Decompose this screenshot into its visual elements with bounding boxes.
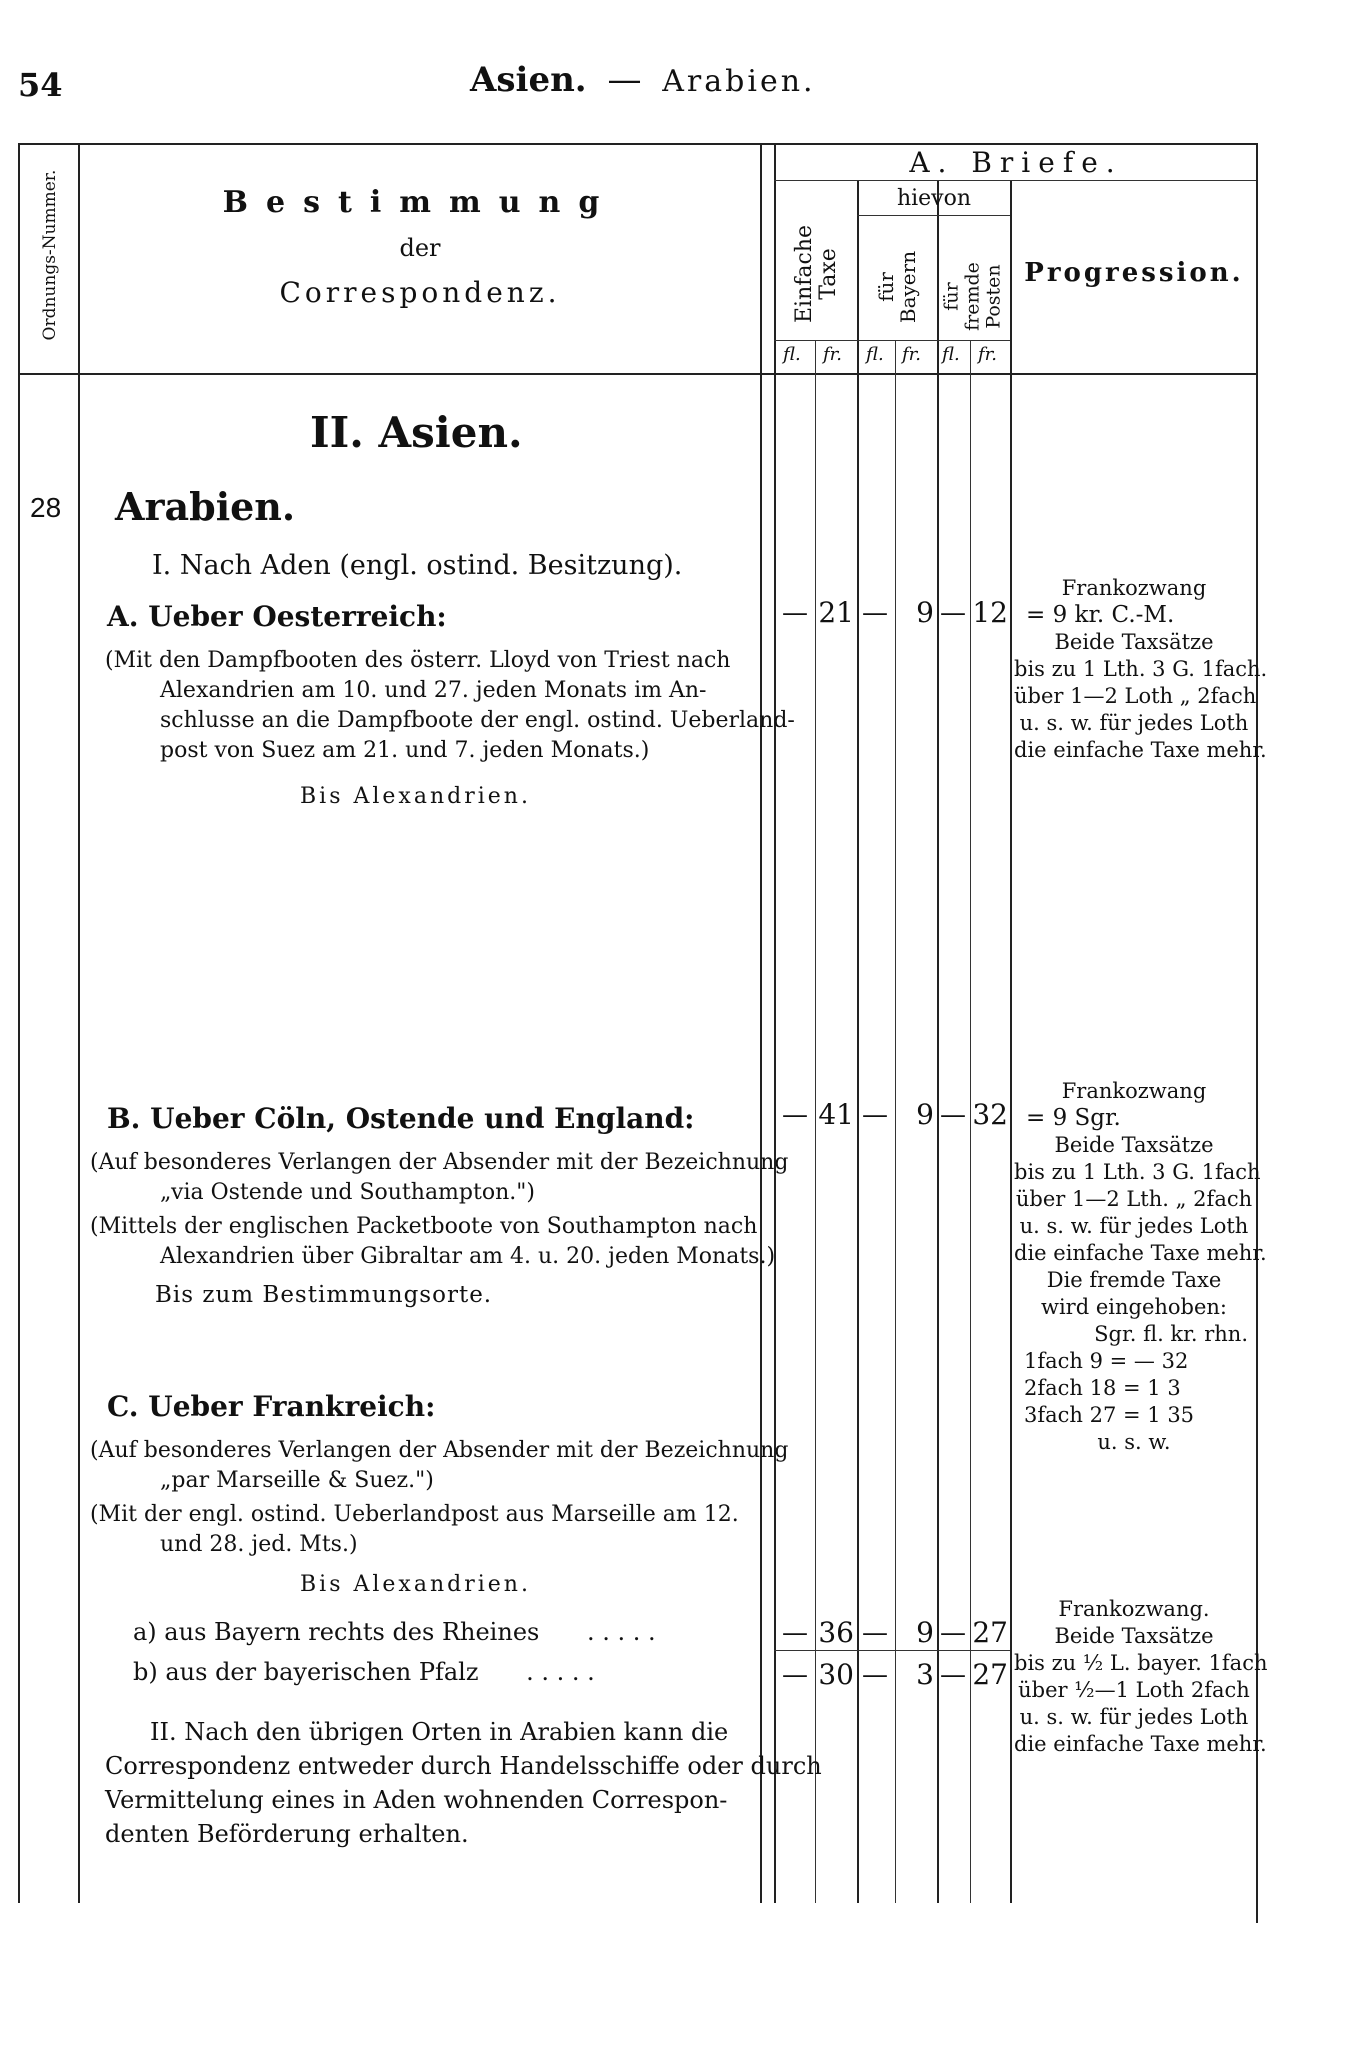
route-b-heading: B. Ueber Cöln, Ostende und England:	[107, 1102, 695, 1135]
route-a-note-4: post von Suez am 21. und 7. jeden Monats.)	[160, 738, 650, 763]
route-a-dash-3: —	[940, 598, 966, 628]
route-c-b-fremde: 27	[972, 1658, 1008, 1691]
route-c-item-a-dots: . . . . .	[586, 1618, 656, 1646]
route-b-bayern: 9	[916, 1098, 934, 1131]
route-a-prog-4: bis zu 1 Lth. 3 G. 1fach.	[1014, 657, 1268, 681]
fl2-rule	[895, 340, 896, 1903]
route-b-prog-11: 1fach 9 = — 32	[1024, 1349, 1189, 1373]
route-c-prog-2: Beide Taxsätze	[1054, 1624, 1214, 1648]
route-b-prog-8: Die fremde Taxe	[1046, 1268, 1222, 1292]
route-a-bayern: 9	[916, 596, 934, 629]
fuer-fremde-header: für fremde Posten	[940, 262, 1005, 331]
route-b-prog-14: u. s. w.	[1097, 1430, 1171, 1454]
route-b-dash-2: —	[862, 1100, 888, 1130]
country-heading: Arabien.	[115, 484, 296, 529]
page-number: 54	[18, 66, 63, 104]
route-c-a-dash-2: —	[862, 1618, 888, 1648]
route-ii-line-3: Vermittelung eines in Aden wohnenden Correspon-	[105, 1786, 728, 1814]
route-ii-line-4: denten Beförderung erhalten.	[105, 1820, 469, 1848]
route-b-dash-3: —	[940, 1100, 966, 1130]
route-b-prog-3: Beide Taxsätze	[1054, 1133, 1214, 1157]
route-a-bis: Bis Alexandrien.	[300, 784, 531, 809]
route-c-note-4: und 28. jed. Mts.)	[160, 1532, 358, 1557]
route-ii-line-1: II. Nach den übrigen Orten in Arabien kann die	[150, 1718, 729, 1746]
page-title-main: Asien.	[470, 60, 587, 100]
route-c-a-bayern: 9	[916, 1616, 934, 1649]
route-a-prog-3: Beide Taxsätze	[1054, 630, 1214, 654]
route-c-item-a	[133, 1618, 656, 1646]
briefe-header: A. Briefe.	[909, 146, 1123, 179]
unit-fl-2: fl.	[866, 344, 884, 365]
route-c-progression	[1014, 1596, 1268, 1758]
table-left-rule	[18, 143, 20, 1903]
route-b-prog-13: 3fach 27 = 1 35	[1024, 1403, 1195, 1427]
ordnungs-nummer: 28	[30, 492, 62, 523]
section-heading: II. Asien.	[310, 408, 523, 457]
route-b-prog-7: die einfache Taxe mehr.	[1014, 1241, 1267, 1265]
route-a-note-3: schlusse an die Dampfboote der engl. ostind. Ueberland-	[160, 708, 795, 733]
bestimmung-line1: Bestimmung	[222, 185, 618, 220]
route-b-bis: Bis zum Bestimmungsorte.	[155, 1282, 493, 1308]
bestimmung-line2: der	[399, 234, 441, 262]
route-c-note-2: „par Marseille & Suez.")	[160, 1468, 434, 1493]
route-c-prog-3: bis zu ½ L. bayer. 1fach	[1014, 1651, 1268, 1675]
route-a-dash-1: —	[782, 598, 808, 628]
header-bottom-rule	[18, 373, 1256, 375]
route-c-b-dash-1: —	[782, 1660, 808, 1690]
route-b-note-3: (Mittels der englischen Packetboote von Southampton nach	[90, 1214, 758, 1239]
route-c-item-a-label: a) aus Bayern rechts des Rheines	[133, 1618, 540, 1646]
route-a-note-1: (Mit den Dampfbooten des österr. Lloyd von Triest nach	[105, 648, 731, 673]
route-c-item-b-dots: . . . . .	[526, 1658, 595, 1686]
route-ii-line-2: Correspondenz entweder durch Handelsschiffe oder durch	[105, 1752, 822, 1780]
route-b-prog-6: u. s. w. für jedes Loth	[1019, 1214, 1249, 1238]
route-b-progression	[1014, 1078, 1267, 1456]
route-b-note-1: (Auf besonderes Verlangen der Absender mit der Bezeichnung	[90, 1150, 789, 1175]
route-c-item-b	[133, 1658, 595, 1686]
unit-fr-1: fr.	[823, 344, 843, 365]
route-c-a-dash-3: —	[940, 1618, 966, 1648]
route-a-prog-2: = 9 kr. C.-M.	[1026, 602, 1175, 628]
route-b-einfache: 41	[818, 1098, 854, 1131]
bestimmung-line3: Correspondenz.	[279, 276, 561, 309]
route-b-prog-9: wird eingehoben:	[1040, 1295, 1228, 1319]
unit-fl-3: fl.	[942, 344, 960, 365]
table-top-rule	[18, 143, 1256, 145]
col-number-header: Ordnungs-Nummer.	[40, 169, 60, 341]
route-a-fremde: 12	[972, 596, 1008, 629]
page-title-dash: —	[607, 60, 642, 100]
route-b-fremde: 32	[972, 1098, 1008, 1131]
route-c-b-dash-3: —	[940, 1660, 966, 1690]
einfache-col-rule	[857, 180, 859, 1903]
page-title	[470, 60, 816, 100]
route-b-prog-10: Sgr. fl. kr. rhn.	[1094, 1322, 1248, 1346]
route-c-item-b-label: b) aus der bayerischen Pfalz	[133, 1658, 479, 1686]
route-c-prog-6: die einfache Taxe mehr.	[1014, 1732, 1267, 1756]
number-col-rule	[78, 143, 80, 1903]
unit-fr-2: fr.	[902, 344, 922, 365]
route-c-bis: Bis Alexandrien.	[300, 1572, 531, 1597]
route-c-prog-4: über ½—1 Loth 2fach	[1018, 1678, 1250, 1702]
route-a-einfache: 21	[818, 596, 854, 629]
route-a-progression	[1014, 575, 1268, 764]
route-a-prog-7: die einfache Taxe mehr.	[1014, 738, 1267, 762]
route-a-prog-6: u. s. w. für jedes Loth	[1019, 711, 1249, 735]
route-a-heading: A. Ueber Oesterreich:	[107, 600, 447, 633]
page-title-sub: Arabien.	[662, 64, 816, 99]
hievon-rule	[857, 215, 1010, 216]
route-c-row-rule	[774, 1650, 1010, 1651]
hievon-header: hievon	[896, 186, 972, 211]
unit-fl-1: fl.	[783, 344, 801, 365]
route-b-prog-4: bis zu 1 Lth. 3 G. 1fach	[1014, 1160, 1261, 1184]
route-c-a-fremde: 27	[972, 1616, 1008, 1649]
bestimmung-col-rule-2	[774, 143, 776, 1903]
route-b-note-2: „via Ostende und Southampton.")	[160, 1180, 535, 1205]
route-a-note-2: Alexandrien am 10. und 27. jeden Monats im An-	[160, 678, 707, 703]
briefe-rule	[774, 180, 1256, 181]
route-b-prog-12: 2fach 18 = 1 3	[1024, 1376, 1181, 1400]
route-c-prog-1: Frankozwang.	[1058, 1597, 1210, 1621]
unit-fr-3: fr.	[978, 344, 998, 365]
fuer-bayern-header: für Bayern	[874, 250, 920, 324]
bestimmung-header	[80, 185, 760, 309]
progression-header: Progression.	[1024, 258, 1244, 288]
route-i-heading: I. Nach Aden (engl. ostind. Besitzung).	[152, 550, 683, 581]
bayern-col-rule	[937, 180, 939, 1903]
route-c-a-einfache: 36	[818, 1616, 854, 1649]
einfache-taxe-header: Einfache Taxe	[792, 224, 841, 324]
route-c-a-dash-1: —	[782, 1618, 808, 1648]
route-b-prog-2: = 9 Sgr.	[1026, 1105, 1121, 1131]
route-c-heading: C. Ueber Frankreich:	[107, 1390, 436, 1423]
route-c-b-dash-2: —	[862, 1660, 888, 1690]
route-c-b-bayern: 3	[916, 1658, 934, 1691]
route-b-dash-1: —	[782, 1100, 808, 1130]
route-a-dash-2: —	[862, 598, 888, 628]
fremde-col-rule	[1010, 180, 1012, 1903]
route-c-note-3: (Mit der engl. ostind. Ueberlandpost aus Marseille am 12.	[90, 1502, 739, 1527]
route-c-note-1: (Auf besonderes Verlangen der Absender mit der Bezeichnung	[90, 1438, 789, 1463]
route-a-prog-5: über 1—2 Loth „ 2fach	[1014, 684, 1257, 708]
route-a-prog-1: Frankozwang	[1061, 576, 1207, 600]
bestimmung-col-rule	[760, 143, 762, 1903]
route-b-note-4: Alexandrien über Gibraltar am 4. u. 20. jeden Monats.)	[160, 1244, 776, 1269]
route-c-prog-5: u. s. w. für jedes Loth	[1019, 1705, 1249, 1729]
route-c-b-einfache: 30	[818, 1658, 854, 1691]
route-b-prog-5: über 1—2 Lth. „ 2fach	[1015, 1187, 1253, 1211]
route-b-prog-1: Frankozwang	[1061, 1079, 1207, 1103]
